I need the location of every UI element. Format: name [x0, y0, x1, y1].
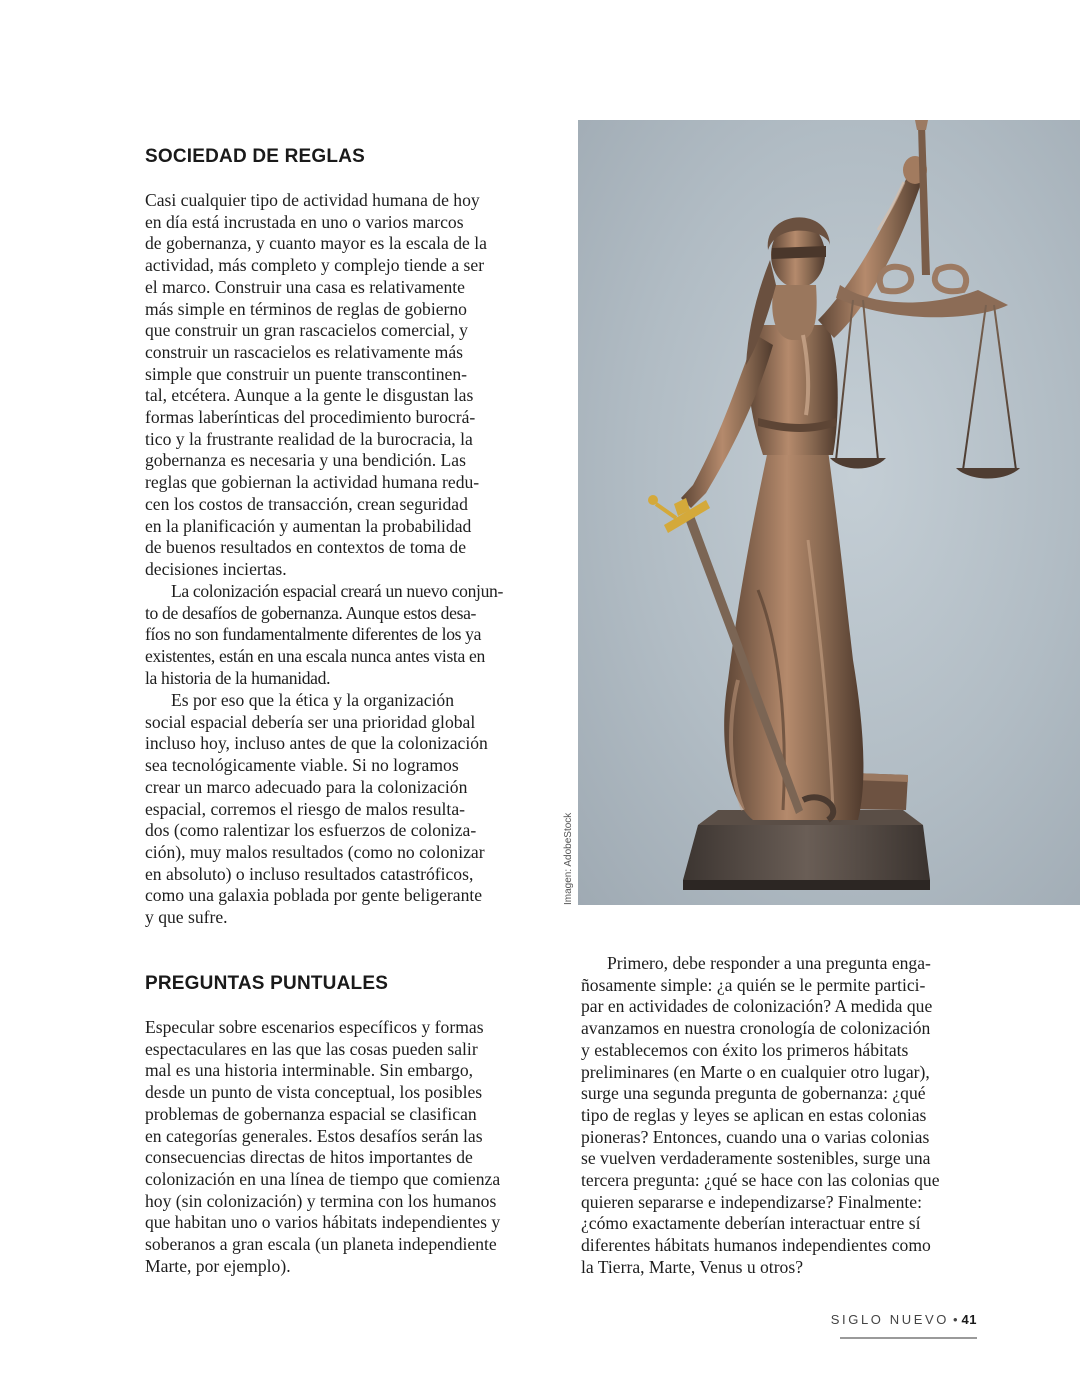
- text-line: en absoluto) o incluso resultados catastróficos,: [145, 863, 474, 884]
- text-line: colonización en una línea de tiempo que comienza: [145, 1168, 501, 1189]
- section-heading-preguntas: PREGUNTAS PUNTUALES: [145, 973, 389, 994]
- text-line: espacial, corremos el riesgo de malos resulta-: [145, 798, 465, 819]
- text-line: hoy (sin colonización) y termina con los humanos: [145, 1190, 497, 1211]
- text-line: par en actividades de colonización? A medida que: [581, 996, 933, 1017]
- text-line: quieren separarse e independizarse? Finalmente:: [581, 1191, 922, 1212]
- text-line: avanzamos en nuestra cronología de colonización: [581, 1018, 931, 1039]
- text-line: existentes, están en una escala nunca antes vista en: [145, 646, 485, 667]
- balance-rod: [918, 125, 930, 275]
- text-line: problemas de gobernanza espacial se clasifican: [145, 1103, 477, 1124]
- right-scale-pan: [956, 468, 1020, 479]
- text-line: la Tierra, Marte, Venus u otros?: [581, 1256, 804, 1277]
- text-line: diferentes hábitats humanos independientes como: [581, 1235, 931, 1256]
- text-line: tal, etcétera. Aunque a la gente le disgustan las: [145, 385, 474, 406]
- text-line: Especular sobre escenarios específicos y formas: [145, 1017, 484, 1037]
- right-column-paragraph: [581, 953, 940, 1279]
- text-line: tercera pregunta: ¿qué se hace con las colonias que: [581, 1170, 940, 1191]
- page-footer: [831, 1312, 977, 1327]
- text-line: tipo de reglas y leyes se aplican en estas colonias: [581, 1104, 927, 1125]
- text-line: que habitan uno o varios hábitats independientes y: [145, 1212, 501, 1233]
- text-line: Casi cualquier tipo de actividad humana de hoy: [145, 190, 480, 210]
- text-line: ción), muy malos resultados (como no colonizar: [145, 841, 485, 862]
- text-line: simple que construir un puente transcontinen-: [145, 363, 467, 384]
- text-line: pioneras? Entonces, cuando una o varias colonias: [581, 1126, 930, 1147]
- text-line: en día está incrustada en uno o varios marcos: [145, 211, 464, 232]
- text-line: mal es una historia interminable. Sin embargo,: [145, 1060, 474, 1081]
- section1-paragraph-3: [145, 690, 488, 929]
- text-line: formas laberínticas del procedimiento burocrá-: [145, 407, 476, 428]
- text-line: gobernanza es necesaria y una bendición. Las: [145, 450, 466, 471]
- text-line: y que sufre.: [145, 907, 228, 928]
- footer-rule: [840, 1337, 977, 1339]
- text-line: ñosamente simple: ¿a quién se le permite partici-: [581, 974, 926, 995]
- text-line: más simple en términos de reglas de gobierno: [145, 298, 467, 319]
- left-scale-pan: [830, 458, 886, 469]
- text-line: tico y la frustrante realidad de la burocracia, la: [145, 428, 473, 449]
- statue-robe: [724, 450, 863, 820]
- text-line: la historia de la humanidad.: [145, 667, 331, 688]
- text-line: en la planificación y aumentan la probabilidad: [145, 515, 472, 536]
- lady-justice-illustration: [578, 120, 1080, 905]
- text-line: ¿cómo exactamente deberían interactuar entre sí: [581, 1213, 921, 1234]
- text-line: La colonización espacial creará un nuevo conjun-: [171, 581, 503, 601]
- text-line: en categorías generales. Estos desafíos serán las: [145, 1125, 483, 1146]
- lady-justice-photo: [578, 120, 1080, 905]
- text-line: se vuelven verdaderamente sostenibles, surge una: [581, 1148, 931, 1169]
- text-line: consecuencias directas de hitos importantes de: [145, 1147, 473, 1168]
- text-line: Marte, por ejemplo).: [145, 1255, 291, 1276]
- text-line: como una galaxia poblada por gente beligerante: [145, 885, 483, 906]
- photo-credit: Imagen: AdobeStock: [563, 812, 574, 905]
- text-line: Es por eso que la ética y la organización: [171, 690, 455, 710]
- text-line: actividad, más completo y complejo tiende a ser: [145, 255, 485, 276]
- text-line: soberanos a gran escala (un planeta independiente: [145, 1234, 497, 1255]
- text-line: fíos no son fundamentalmente diferentes de los ya: [145, 624, 482, 645]
- section-heading-sociedad: SOCIEDAD DE REGLAS: [145, 146, 366, 167]
- text-line: social espacial debería ser una prioridad global: [145, 711, 476, 732]
- text-line: el marco. Construir una casa es relativamente: [145, 276, 465, 297]
- text-line: que construir un gran rascacielos comercial, y: [145, 320, 468, 341]
- text-line: crear un marco adecuado para la colonización: [145, 776, 468, 797]
- page-number: 41: [961, 1312, 977, 1327]
- text-line: incluso hoy, incluso antes de que la colonización: [145, 733, 488, 754]
- text-line: surge una segunda pregunta de gobernanza: ¿qué: [581, 1083, 926, 1104]
- section2-paragraph-1: [145, 1017, 500, 1277]
- magazine-name: SIGLO NUEVO: [830, 1312, 949, 1327]
- text-line: preliminares (en Marte o en cualquier otro lugar),: [581, 1061, 930, 1082]
- statue-base: [683, 825, 930, 880]
- text-line: y establecemos con éxito los primeros hábitats: [581, 1039, 909, 1060]
- text-line: dos (como ralentizar los esfuerzos de coloniza-: [145, 820, 477, 841]
- text-line: de gobernanza, y cuanto mayor es la escala de la: [145, 233, 487, 254]
- text-line: to de desafíos de gobernanza. Aunque estos desa-: [145, 602, 477, 623]
- text-line: construir un rascacielos es relativamente más: [145, 341, 464, 362]
- text-line: de buenos resultados en contextos de toma de: [145, 537, 467, 558]
- text-line: espectaculares en las que las cosas pueden salir: [145, 1038, 478, 1059]
- text-line: cen los costos de transacción, crean seguridad: [145, 493, 468, 514]
- text-line: decisiones inciertas.: [145, 558, 287, 579]
- text-line: desde un punto de vista conceptual, los posibles: [145, 1082, 483, 1103]
- text-line: Primero, debe responder a una pregunta enga-: [607, 953, 931, 973]
- section1-paragraph-1: [145, 190, 487, 581]
- text-line: sea tecnológicamente viable. Si no logramos: [145, 755, 459, 776]
- section1-paragraph-2: [145, 581, 503, 690]
- text-line: reglas que gobiernan la actividad humana redu-: [145, 472, 480, 493]
- footer-separator: •: [952, 1312, 958, 1327]
